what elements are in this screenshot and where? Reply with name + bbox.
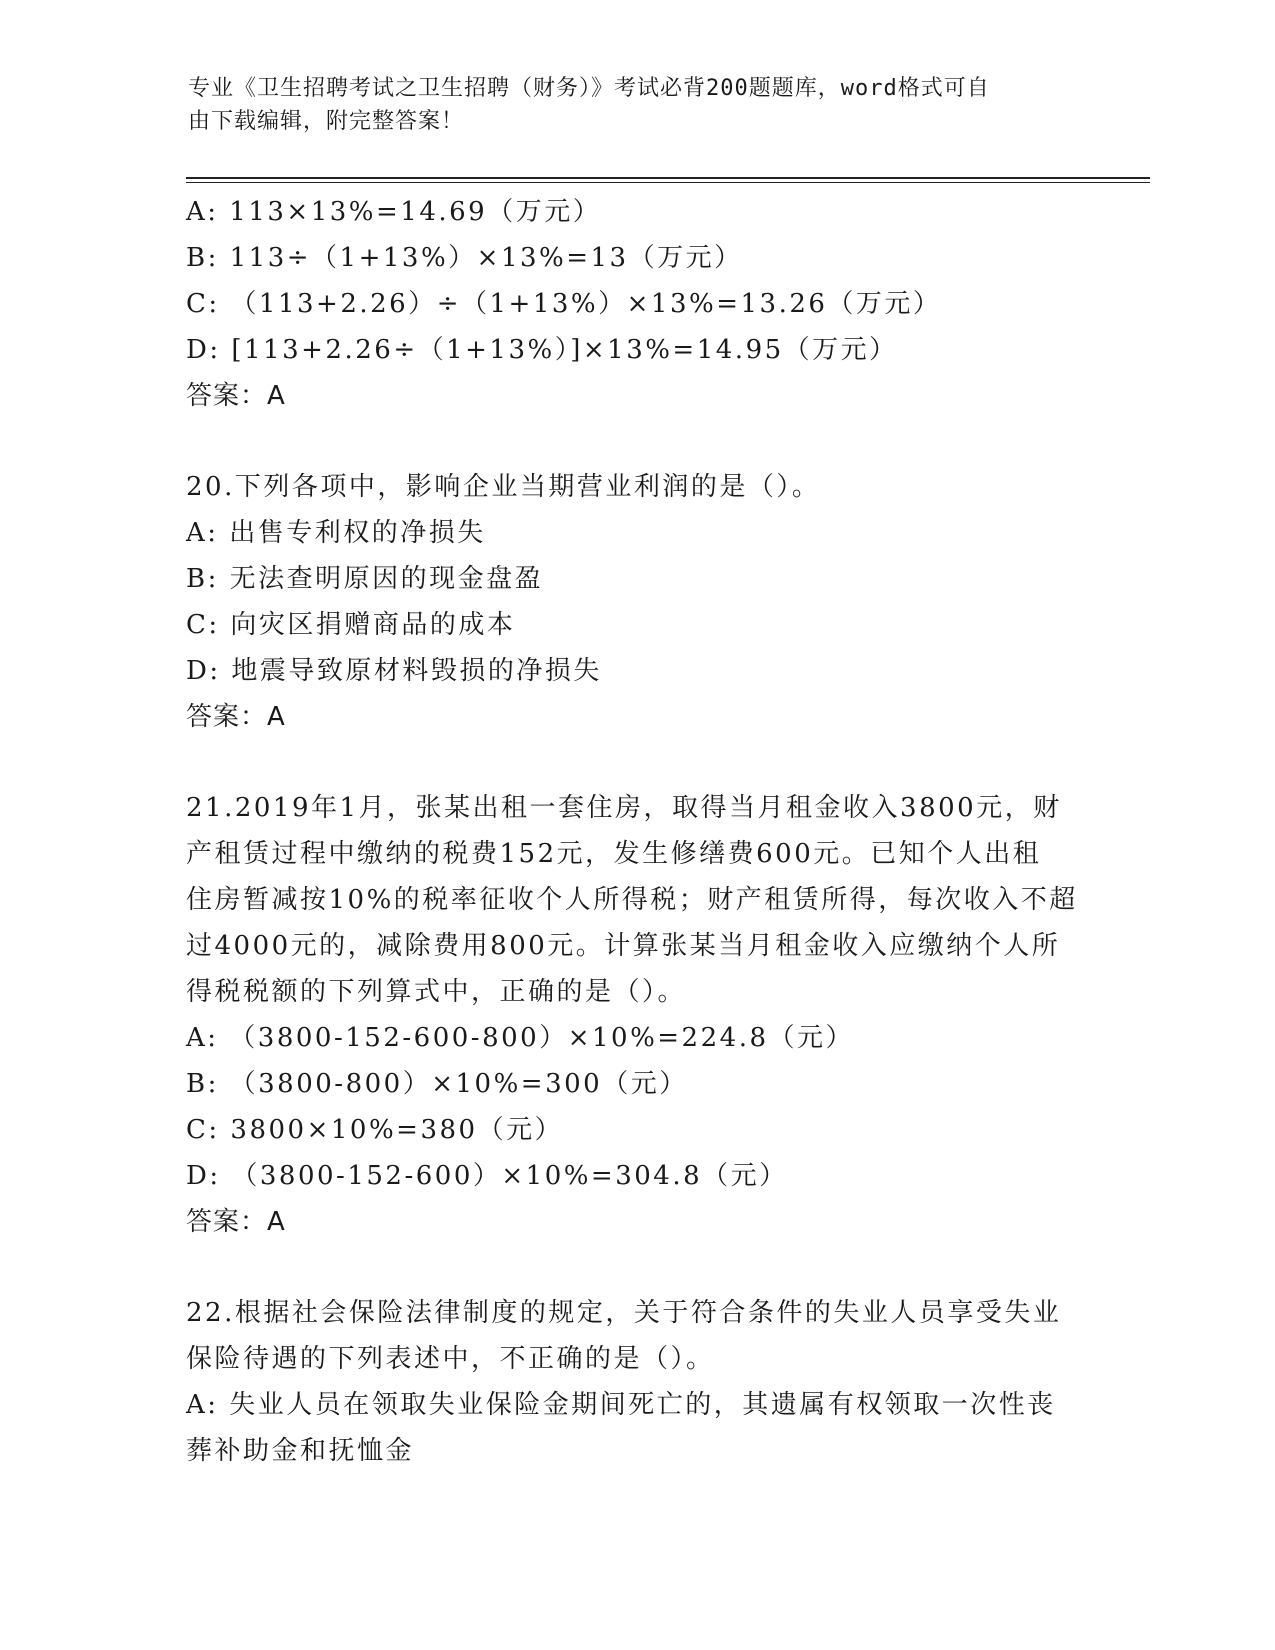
document-header	[188, 72, 1088, 138]
option-d: D: [113+2.26÷（1+13%）]×13%=14.95（万元）	[186, 335, 898, 365]
question-stem-line-1: 22.根据社会保险法律制度的规定，关于符合条件的失业人员享受失业	[186, 1298, 1062, 1328]
option-c: C: （113+2.26）÷（1+13%）×13%=13.26（万元）	[186, 289, 942, 319]
option-a-line-1: A: 失业人员在领取失业保险金期间死亡的，其遗属有权领取一次性丧	[186, 1390, 1056, 1420]
question-20	[186, 464, 1086, 740]
question-stem-line-5: 得税税额的下列算式中，正确的是（）。	[186, 977, 687, 1007]
question-stem-line-4: 过4000元的，减除费用800元。计算张某当月租金收入应缴纳个人所	[186, 931, 1061, 961]
header-rule-thin	[186, 182, 1150, 183]
option-b: B: 113÷（1+13%）×13%=13（万元）	[186, 243, 743, 273]
option-a-line-2: 葬补助金和抚恤金	[186, 1436, 415, 1466]
answer: 答案：A	[186, 702, 286, 732]
question-22	[186, 1290, 1086, 1474]
question-stem-line-1: 21.2019年1月，张某出租一套住房，取得当月租金收入3800元，财	[186, 793, 1062, 823]
answer: 答案：A	[186, 381, 286, 411]
header-rule-thick	[186, 177, 1150, 179]
question-21	[186, 785, 1086, 1245]
question-stem: 20.下列各项中，影响企业当期营业利润的是（）。	[186, 472, 821, 502]
question-stem-line-2: 产租赁过程中缴纳的税费152元，发生修缮费600元。已知个人出租	[186, 839, 1042, 869]
header-line-1: 专业《卫生招聘考试之卫生招聘（财务）》考试必背200题题库，word格式可自	[188, 76, 990, 101]
option-c: C: 向灾区捐赠商品的成本	[186, 610, 516, 640]
option-b: B: （3800-800）×10%=300（元）	[186, 1069, 688, 1099]
option-a: A: 113×13%=14.69（万元）	[186, 197, 602, 227]
option-b: B: 无法查明原因的现金盘盈	[186, 564, 544, 594]
option-d: D: 地震导致原材料毁损的净损失	[186, 656, 602, 686]
option-a: A: 出售专利权的净损失	[186, 518, 486, 548]
question-content	[186, 189, 1086, 1474]
question-stem-line-2: 保险待遇的下列表述中，不正确的是（）。	[186, 1344, 715, 1374]
option-a: A: （3800-152-600-800）×10%=224.8（元）	[186, 1023, 854, 1053]
question-stem-line-3: 住房暂减按10%的税率征收个人所得税；财产租赁所得，每次收入不超	[186, 885, 1078, 915]
answer: 答案：A	[186, 1207, 286, 1237]
option-d: D: （3800-152-600）×10%=304.8（元）	[186, 1161, 788, 1191]
question-19	[186, 189, 1086, 419]
header-line-2: 由下载编辑，附完整答案！	[188, 109, 465, 134]
option-c: C: 3800×10%=380（元）	[186, 1115, 564, 1145]
